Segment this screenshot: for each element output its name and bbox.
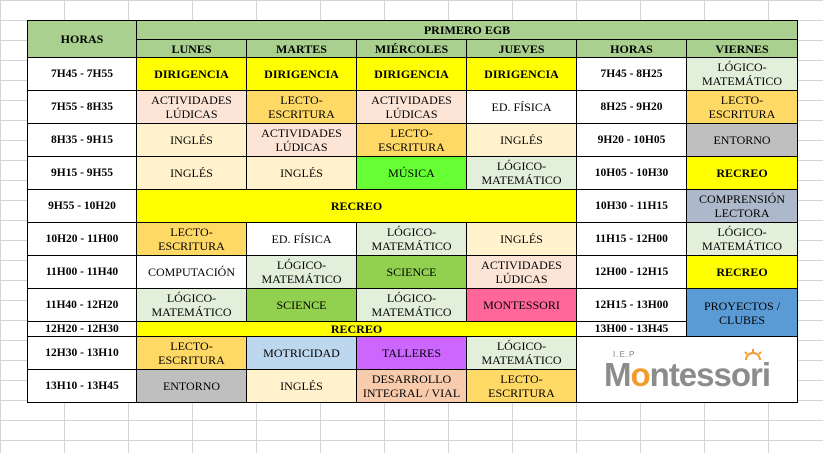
- time-cell: 11H40 - 12H20: [28, 289, 137, 322]
- class-cell: LECTO-ESCRITURA: [247, 91, 357, 124]
- class-cell: LÓGICO-MATEMÁTICO: [467, 337, 577, 370]
- table-row: [28, 256, 798, 289]
- class-cell: DIRIGENCIA: [247, 58, 357, 91]
- class-cell: INGLÉS: [137, 124, 247, 157]
- time-cell: 10H05 - 10H30: [577, 157, 687, 190]
- montessori-logo: [579, 348, 795, 392]
- time-cell: 13H00 - 13H45: [577, 322, 687, 337]
- time-cell: 9H20 - 10H05: [577, 124, 687, 157]
- time-cell: 12H20 - 12H30: [28, 322, 137, 337]
- table-row: [28, 124, 798, 157]
- table-row: [28, 289, 798, 322]
- class-cell: PROYECTOS / CLUBES: [687, 289, 798, 337]
- header-horas-viernes: HORAS: [577, 40, 687, 58]
- class-cell: INGLÉS: [137, 157, 247, 190]
- table-row: [28, 58, 798, 91]
- recreo-cell: RECREO: [137, 190, 577, 223]
- class-cell: LÓGICO-MATEMÁTICO: [467, 157, 577, 190]
- class-cell: DIRIGENCIA: [137, 58, 247, 91]
- class-cell: ACTIVIDADES LÚDICAS: [247, 124, 357, 157]
- logo-small-text: I.E.P: [613, 349, 636, 359]
- class-cell: LÓGICO-MATEMÁTICO: [357, 223, 467, 256]
- time-cell: 7H45 - 7H55: [28, 58, 137, 91]
- table-row: [28, 337, 798, 370]
- class-cell: LECTO-ESCRITURA: [137, 223, 247, 256]
- table-row: [28, 190, 798, 223]
- class-cell: ED. FÍSICA: [467, 91, 577, 124]
- time-cell: 8H35 - 9H15: [28, 124, 137, 157]
- table-row: [28, 91, 798, 124]
- time-cell: 9H15 - 9H55: [28, 157, 137, 190]
- time-cell: 8H25 - 9H20: [577, 91, 687, 124]
- recreo-cell: RECREO: [137, 322, 577, 337]
- schedule-table: [27, 20, 798, 403]
- class-cell: LECTO-ESCRITURA: [357, 124, 467, 157]
- time-cell: 7H55 - 8H35: [28, 91, 137, 124]
- class-cell: DIRIGENCIA: [467, 58, 577, 91]
- class-cell: ACTIVIDADES LÚDICAS: [357, 91, 467, 124]
- class-cell: MÚSICA: [357, 157, 467, 190]
- sun-icon: [742, 349, 764, 361]
- schedule-title: PRIMERO EGB: [137, 21, 798, 40]
- class-cell: LÓGICO-MATEMÁTICO: [687, 223, 798, 256]
- header-viernes: VIERNES: [687, 40, 798, 58]
- logo-text-end: ntessori: [649, 355, 771, 393]
- class-cell: LÓGICO-MATEMÁTICO: [247, 256, 357, 289]
- time-cell: 11H00 - 11H40: [28, 256, 137, 289]
- class-cell: LECTO-ESCRITURA: [137, 337, 247, 370]
- time-cell: 12H00 - 12H15: [577, 256, 687, 289]
- class-cell: SCIENCE: [357, 256, 467, 289]
- class-cell: LÓGICO-MATEMÁTICO: [357, 289, 467, 322]
- class-cell: COMPRENSIÓN LECTORA: [687, 190, 798, 223]
- class-cell: ENTORNO: [137, 370, 247, 403]
- class-cell: ENTORNO: [687, 124, 798, 157]
- table-row: [28, 322, 798, 337]
- header-miercoles: MIÉRCOLES: [357, 40, 467, 58]
- time-cell: 12H30 - 13H10: [28, 337, 137, 370]
- logo-text-o: o: [630, 355, 650, 393]
- time-cell: 13H10 - 13H45: [28, 370, 137, 403]
- class-cell: COMPUTACIÓN: [137, 256, 247, 289]
- time-cell: 11H15 - 12H00: [577, 223, 687, 256]
- logo-area: [577, 337, 798, 403]
- table-row: [28, 157, 798, 190]
- class-cell: INGLÉS: [467, 223, 577, 256]
- class-cell: INGLÉS: [467, 124, 577, 157]
- time-cell: 9H55 - 10H20: [28, 190, 137, 223]
- class-cell: LÓGICO-MATEMÁTICO: [137, 289, 247, 322]
- class-cell: INGLÉS: [247, 370, 357, 403]
- time-cell: 10H20 - 11H00: [28, 223, 137, 256]
- header-horas: HORAS: [28, 21, 137, 58]
- header-lunes: LUNES: [137, 40, 247, 58]
- class-cell: INGLÉS: [247, 157, 357, 190]
- class-cell: LÓGICO-MATEMÁTICO: [687, 58, 798, 91]
- class-cell: ACTIVIDADES LÚDICAS: [467, 256, 577, 289]
- header-jueves: JUEVES: [467, 40, 577, 58]
- time-cell: 12H15 - 13H00: [577, 289, 687, 322]
- class-cell: RECREO: [687, 256, 798, 289]
- class-cell: SCIENCE: [247, 289, 357, 322]
- class-cell: MOTRICIDAD: [247, 337, 357, 370]
- logo-main-text: [603, 355, 771, 393]
- class-cell: TALLERES: [357, 337, 467, 370]
- time-cell: 10H30 - 11H15: [577, 190, 687, 223]
- class-cell: ACTIVIDADES LÚDICAS: [137, 91, 247, 124]
- class-cell: ED. FÍSICA: [247, 223, 357, 256]
- class-cell: MONTESSORI: [467, 289, 577, 322]
- logo-text-start: M: [603, 355, 631, 393]
- table-row: [28, 223, 798, 256]
- class-cell: RECREO: [687, 157, 798, 190]
- header-martes: MARTES: [247, 40, 357, 58]
- class-cell: DESARROLLO INTEGRAL / VIAL: [357, 370, 467, 403]
- time-cell: 7H45 - 8H25: [577, 58, 687, 91]
- class-cell: DIRIGENCIA: [357, 58, 467, 91]
- class-cell: LECTO-ESCRITURA: [467, 370, 577, 403]
- class-cell: LECTO-ESCRITURA: [687, 91, 798, 124]
